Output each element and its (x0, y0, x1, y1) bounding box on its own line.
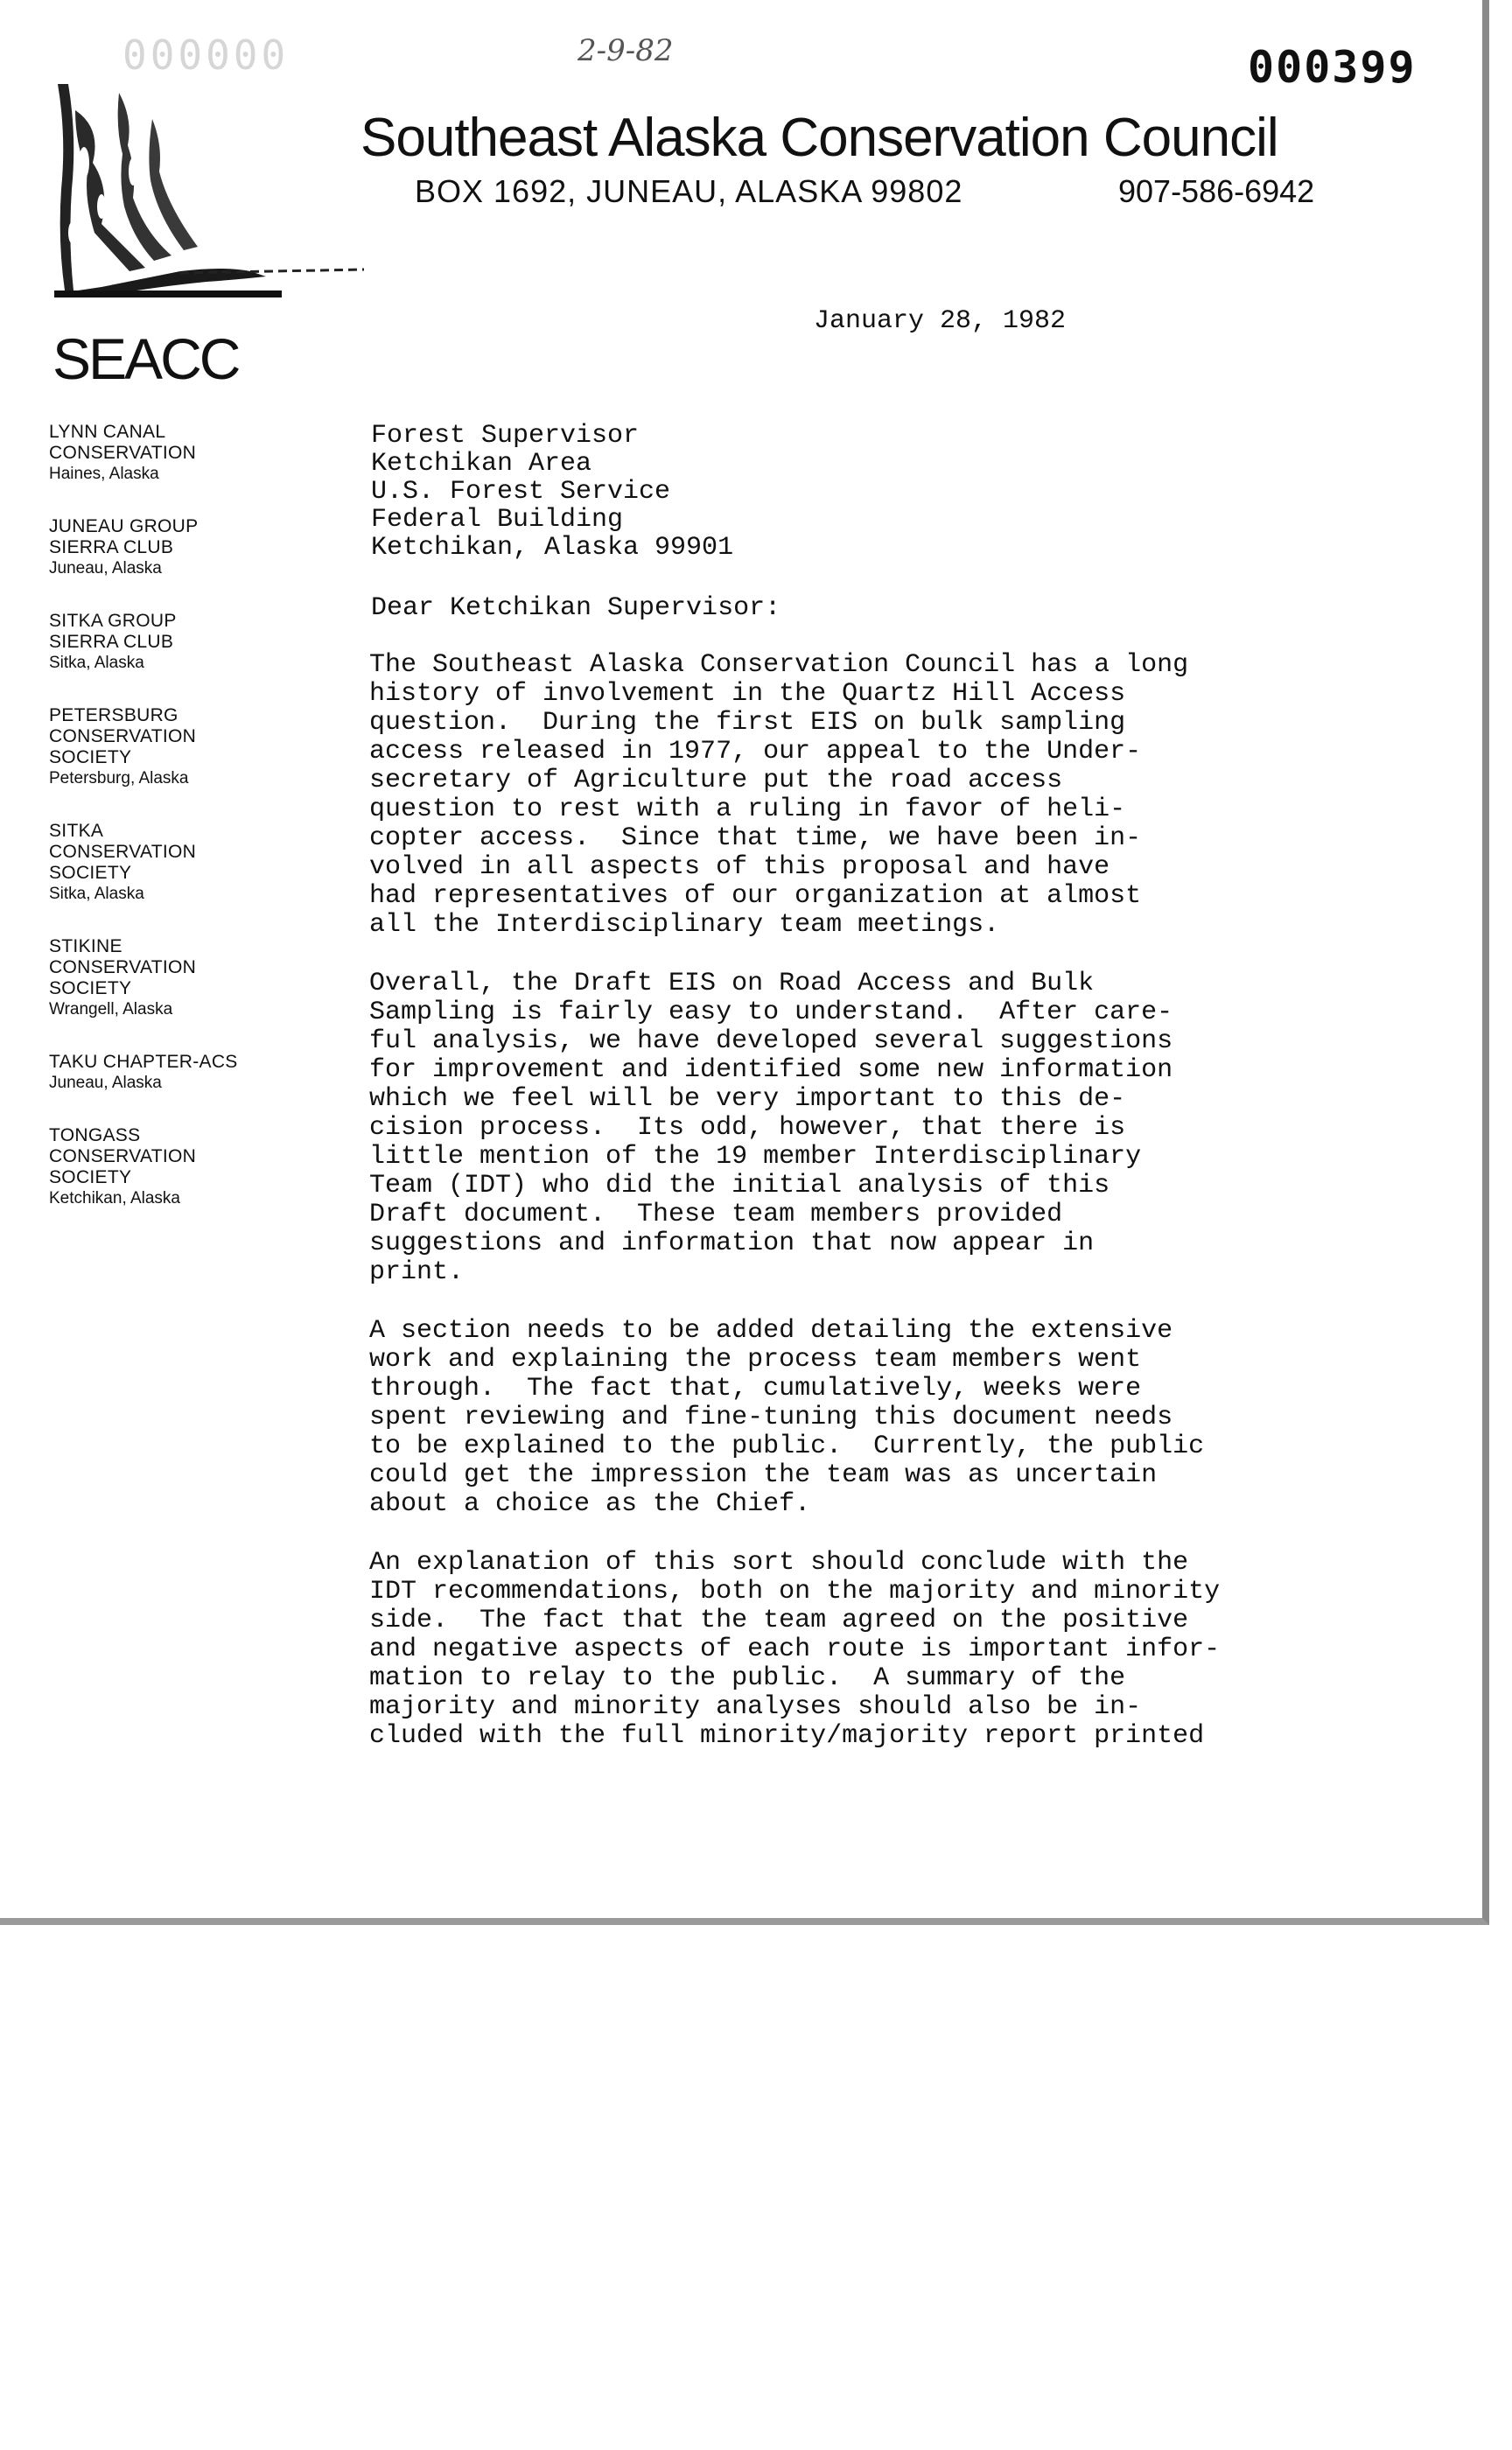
body-line: to be explained to the public. Currently, the public (369, 1432, 1205, 1461)
body-line: ful analysis, we have developed several suggestions (369, 1026, 1173, 1056)
member-name: PETERSBURG CONSERVATION SOCIETY (49, 705, 197, 767)
body-line: could get the impression the team was as uncertain (369, 1460, 1158, 1490)
member-location: Sitka, Alaska (49, 885, 144, 903)
body-line: about a choice as the Chief. (369, 1489, 811, 1519)
body-line: side. The fact that the team agreed on the positive (369, 1606, 1189, 1635)
letterhead-address: BOX 1692, JUNEAU, ALASKA 99802 (415, 173, 963, 209)
member-organizations-list (49, 422, 268, 1241)
member-location: Petersburg, Alaska (49, 769, 189, 788)
body-line: IDT recommendations, both on the majority and minority (369, 1577, 1221, 1606)
salutation: Dear Ketchikan Supervisor: (371, 593, 781, 623)
recipient-line: Ketchikan Area (371, 449, 592, 479)
body-line: all the Interdisciplinary team meetings. (369, 910, 1000, 940)
body-paragraph (369, 1549, 1437, 1751)
body-line: Overall, the Draft EIS on Road Access and Bulk (369, 969, 1095, 998)
body-line: and negative aspects of each route is important infor- (369, 1634, 1221, 1664)
member-name: TAKU CHAPTER-ACS (49, 1052, 238, 1072)
body-line: for improvement and identified some new information (369, 1055, 1173, 1085)
member-location: Haines, Alaska (49, 465, 159, 483)
member-name: LYNN CANAL CONSERVATION (49, 422, 197, 463)
letter-date: January 28, 1982 (814, 306, 1067, 336)
body-line: cluded with the full minority/majority report printed (369, 1721, 1205, 1751)
body-line: suggestions and information that now appear in (369, 1228, 1095, 1258)
letter-body (369, 651, 1437, 1781)
body-line: Team (IDT) who did the initial analysis of this (369, 1171, 1110, 1200)
body-line: print. (369, 1257, 465, 1287)
member-organization (49, 611, 268, 674)
letterhead-phone: 907-586-6942 (1118, 173, 1315, 209)
recipient-line: Federal Building (371, 505, 624, 535)
body-paragraph (369, 651, 1437, 940)
body-line: An explanation of this sort should conclude with the (369, 1548, 1189, 1578)
organization-name: Southeast Alaska Conservation Council (360, 108, 1278, 168)
member-location: Wrangell, Alaska (49, 1000, 173, 1018)
body-paragraph (369, 970, 1437, 1287)
body-line: majority and minority analyses should also be in- (369, 1692, 1142, 1722)
body-line: cision process. Its odd, however, that there is (369, 1113, 1126, 1143)
member-location: Sitka, Alaska (49, 654, 144, 672)
body-line: question to rest with a ruling in favor of heli- (369, 794, 1126, 824)
recipient-address (371, 422, 733, 562)
body-line: secretary of Agriculture put the road access (369, 766, 1063, 795)
member-location: Juneau, Alaska (49, 559, 162, 578)
body-line: mation to relay to the public. A summary of the (369, 1663, 1126, 1693)
body-line: volved in all aspects of this proposal and have (369, 852, 1110, 882)
body-line: A section needs to be added detailing the extensive (369, 1316, 1173, 1346)
body-line: question. During the first EIS on bulk sampling (369, 708, 1126, 738)
body-line: The Southeast Alaska Conservation Council has a long (369, 650, 1189, 680)
body-line: had representatives of our organization at almost (369, 881, 1142, 911)
member-organization (49, 936, 268, 1020)
body-line: access released in 1977, our appeal to the Under- (369, 737, 1142, 766)
member-location: Ketchikan, Alaska (49, 1189, 180, 1208)
member-organization (49, 422, 268, 485)
member-name: TONGASS CONSERVATION SOCIETY (49, 1125, 197, 1187)
member-organization (49, 516, 268, 579)
body-line: which we feel will be very important to this de- (369, 1084, 1126, 1114)
body-line: spent reviewing and fine-tuning this document needs (369, 1403, 1173, 1432)
faded-stamp: 00​0000 (122, 32, 290, 79)
recipient-line: Ketchikan, Alaska 99901 (371, 533, 734, 563)
member-organization (49, 705, 268, 789)
body-line: history of involvement in the Quartz Hill Access (369, 679, 1126, 709)
body-line: Sampling is fairly easy to understand. After care- (369, 998, 1173, 1027)
body-line: copter access. Since that time, we have been in- (369, 823, 1142, 853)
handwritten-date: 2-9-82 (578, 33, 674, 68)
member-name: STIKINE CONSERVATION SOCIETY (49, 936, 197, 998)
body-line: work and explaining the process team members went (369, 1345, 1142, 1375)
body-line: through. The fact that, cumulatively, weeks were (369, 1374, 1142, 1404)
recipient-line: U.S. Forest Service (371, 477, 671, 507)
document-number: 000399 (1248, 42, 1417, 93)
member-organization (49, 1052, 268, 1094)
body-line: Draft document. These team members provided (369, 1200, 1063, 1229)
recipient-line: Forest Supervisor (371, 421, 640, 451)
member-name: SITKA GROUP SIERRA CLUB (49, 611, 177, 652)
member-name: SITKA CONSERVATION SOCIETY (49, 821, 197, 883)
member-organization (49, 1125, 268, 1209)
member-name: JUNEAU GROUP SIERRA CLUB (49, 516, 199, 557)
body-paragraph (369, 1317, 1437, 1519)
member-organization (49, 821, 268, 905)
body-line: little mention of the 19 member Interdisciplinary (369, 1142, 1142, 1172)
member-location: Juneau, Alaska (49, 1074, 162, 1092)
seacc-acronym: SEACC (52, 326, 239, 391)
